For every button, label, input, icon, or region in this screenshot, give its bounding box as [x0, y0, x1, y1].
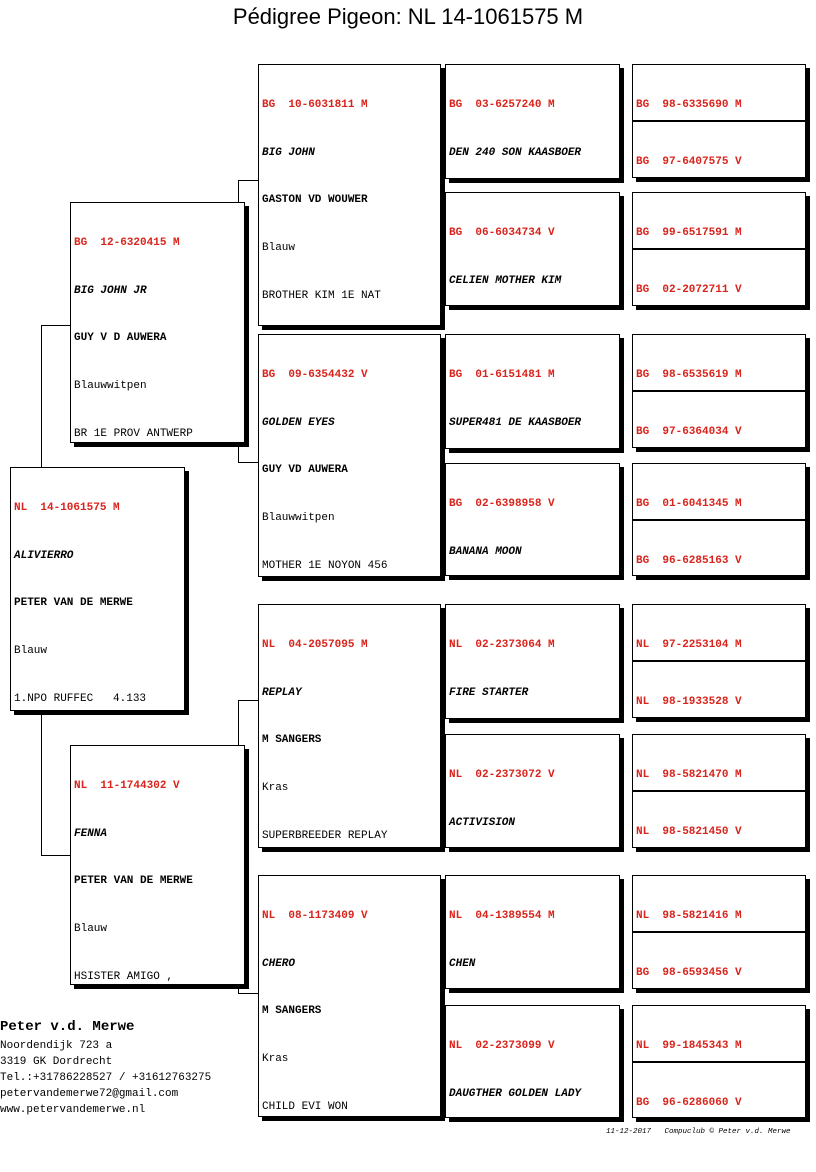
ring-number: NL 98-5821470 M — [636, 768, 742, 781]
page-title: Pédigree Pigeon: NL 14-1061575 M — [232, 4, 584, 29]
ring-number: BG 12-6320415 M — [74, 236, 180, 249]
pigeon-card-great-grandparent — [445, 334, 620, 449]
breeder-name: PETER VAN DE MERWE — [14, 597, 133, 610]
detail-line: 1.NPO RUFFEC 4.133 — [14, 692, 147, 705]
ring-number: BG 98-6593456 V — [636, 966, 742, 979]
pigeon-name: BIG JOHN JR — [74, 284, 147, 297]
ring-number: NL 14-1061575 M — [14, 501, 120, 514]
ring-number: BG 01-6041345 M — [636, 497, 742, 510]
detail-line: Blauw — [74, 922, 108, 935]
pigeon-card-mother — [70, 745, 245, 985]
ring-number: BG 97-6407575 V — [636, 155, 742, 168]
connector-line — [238, 700, 258, 701]
pigeon-card-ancestor — [632, 604, 806, 661]
pigeon-name: BIG JOHN — [262, 146, 315, 159]
ring-number: BG 96-6286060 V — [636, 1096, 742, 1109]
ring-number: NL 08-1173409 V — [262, 909, 368, 922]
ring-number: NL 02-2373072 V — [449, 768, 555, 781]
ring-number: BG 99-6517591 M — [636, 226, 742, 239]
pigeon-card-ancestor — [632, 875, 806, 932]
pigeon-name: DEN 240 SON KAASBOER — [449, 146, 582, 159]
detail-line: Blauwwitpen — [74, 379, 147, 392]
ring-number: BG 98-6335690 M — [636, 98, 742, 111]
connector-line — [238, 462, 258, 463]
pigeon-card-great-grandparent — [445, 1005, 620, 1118]
connector-line — [41, 325, 42, 468]
detail-line: Kras — [262, 781, 289, 794]
ring-number: BG 96-6285163 V — [636, 554, 742, 567]
breeder-name: GUY VD AUWERA — [262, 464, 348, 477]
owner-phone-line: Tel.:+31786228527 / +31612763275 — [0, 1072, 212, 1084]
ring-number: NL 04-2057095 M — [262, 638, 368, 651]
pigeon-name: REPLAY — [262, 686, 302, 699]
owner-contact-block — [0, 1016, 211, 1118]
pigeon-name: BANANA MOON — [449, 545, 522, 558]
ring-number: NL 98-5821416 M — [636, 909, 742, 922]
pigeon-card-ancestor — [632, 391, 806, 448]
detail-line: HSISTER AMIGO , — [74, 970, 174, 983]
detail-line: CHILD EVI WON — [262, 1100, 348, 1113]
ring-number: BG 06-6034734 V — [449, 226, 555, 239]
breeder-name: GASTON VD WOUWER — [262, 194, 368, 207]
detail-line: Kras — [262, 1052, 289, 1065]
pigeon-card-ancestor — [632, 334, 806, 391]
pigeon-card-ancestor — [632, 192, 806, 249]
pigeon-card-grandparent — [258, 64, 441, 326]
pigeon-name: DAUGTHER GOLDEN LADY — [449, 1087, 582, 1100]
pigeon-card-ancestor — [632, 121, 806, 178]
pigeon-card-great-grandparent — [445, 734, 620, 848]
connector-line — [238, 440, 239, 462]
pigeon-card-ancestor — [632, 1062, 806, 1118]
connector-line — [238, 180, 258, 181]
ring-number: BG 01-6151481 M — [449, 368, 555, 381]
pigeon-card-ancestor — [632, 64, 806, 121]
pigeon-card-grandparent — [258, 875, 441, 1117]
pigeon-card-grandparent — [258, 334, 441, 577]
breeder-name: PETER VAN DE MERWE — [74, 875, 193, 888]
pigeon-name: SUPER481 DE KAASBOER — [449, 416, 582, 429]
detail-line: Blauw — [262, 241, 296, 254]
pigeon-card-ancestor — [632, 463, 806, 520]
detail-line: BROTHER KIM 1E NAT — [262, 289, 381, 302]
pigeon-card-great-grandparent — [445, 875, 620, 989]
pigeon-name: GOLDEN EYES — [262, 416, 335, 429]
pigeon-name: FENNA — [74, 827, 108, 840]
pigeon-card-great-grandparent — [445, 64, 620, 179]
ring-number: NL 04-1389554 M — [449, 909, 555, 922]
ring-number: BG 98-6535619 M — [636, 368, 742, 381]
breeder-name: M SANGERS — [262, 1005, 322, 1018]
pigeon-card-great-grandparent — [445, 192, 620, 306]
pigeon-card-great-grandparent — [445, 463, 620, 576]
connector-line — [41, 712, 42, 855]
pigeon-name: CELIEN MOTHER KIM — [449, 274, 562, 287]
pigeon-card-ancestor — [632, 661, 806, 718]
detail-line: BR 1E PROV ANTWERP — [74, 427, 193, 440]
pigeon-card-subject — [10, 467, 185, 711]
footer-credit: 11-12-2017 Compuclub © Peter v.d. Merwe — [606, 1128, 791, 1136]
ring-number: NL 98-5821450 V — [636, 825, 742, 838]
pigeon-card-father — [70, 202, 245, 443]
connector-line — [41, 855, 70, 856]
pigeon-card-ancestor — [632, 932, 806, 989]
pigeon-card-great-grandparent — [445, 604, 620, 719]
pigeon-card-ancestor — [632, 249, 806, 306]
pigeon-card-ancestor — [632, 791, 806, 848]
pigeon-name: FIRE STARTER — [449, 686, 529, 699]
owner-city-line: 3319 GK Dordrecht — [0, 1056, 113, 1068]
pigeon-name: CHERO — [262, 957, 296, 970]
owner-address-line: Noordendijk 723 a — [0, 1040, 113, 1052]
pigeon-card-ancestor — [632, 1005, 806, 1062]
ring-number: NL 98-1933528 V — [636, 695, 742, 708]
ring-number: BG 10-6031811 M — [262, 98, 368, 111]
connector-line — [238, 993, 258, 994]
ring-number: NL 02-2373064 M — [449, 638, 555, 651]
ring-number: BG 02-2072711 V — [636, 283, 742, 296]
ring-number: BG 09-6354432 V — [262, 368, 368, 381]
ring-number: NL 99-1845343 M — [636, 1039, 742, 1052]
connector-line — [238, 985, 239, 993]
detail-line: MOTHER 1E NOYON 456 — [262, 559, 388, 572]
breeder-name: M SANGERS — [262, 734, 322, 747]
ring-number: NL 11-1744302 V — [74, 779, 180, 792]
pigeon-card-ancestor — [632, 520, 806, 576]
owner-name: Peter v.d. Merwe — [0, 1019, 135, 1035]
detail-line: Blauw — [14, 644, 48, 657]
pigeon-card-ancestor — [632, 734, 806, 791]
detail-line: Blauwwitpen — [262, 511, 335, 524]
ring-number: NL 02-2373099 V — [449, 1039, 555, 1052]
ring-number: BG 03-6257240 M — [449, 98, 555, 111]
breeder-name: GUY V D AUWERA — [74, 332, 167, 345]
owner-website-line: www.petervandemerwe.nl — [0, 1104, 146, 1116]
connector-line — [238, 700, 239, 745]
pigeon-name: ACTIVISION — [449, 816, 516, 829]
detail-line: SUPERBREEDER REPLAY — [262, 829, 388, 842]
ring-number: BG 02-6398958 V — [449, 497, 555, 510]
ring-number: BG 97-6364034 V — [636, 425, 742, 438]
pigeon-card-grandparent — [258, 604, 441, 848]
ring-number: NL 97-2253104 M — [636, 638, 742, 651]
owner-email-line: petervandemerwe72@gmail.com — [0, 1088, 179, 1100]
pigeon-name: ALIVIERRO — [14, 549, 74, 562]
pigeon-name: CHEN — [449, 957, 476, 970]
connector-line — [238, 180, 239, 202]
connector-line — [41, 325, 70, 326]
